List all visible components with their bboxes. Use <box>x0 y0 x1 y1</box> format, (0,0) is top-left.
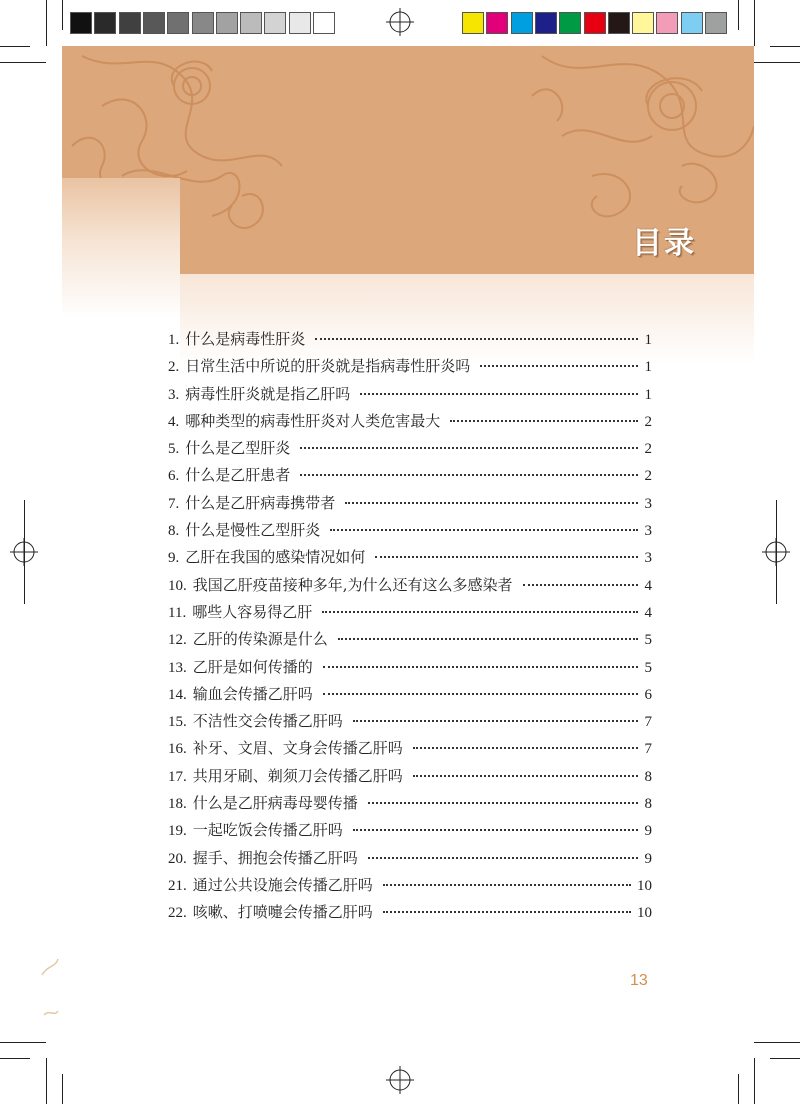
toc-entry-number: 16. <box>168 741 187 758</box>
toc-entry[interactable] <box>168 710 652 737</box>
color-swatch <box>313 12 335 34</box>
crop-mark <box>776 500 777 604</box>
toc-entry-number: 9. <box>168 550 180 567</box>
toc-entry-page: 9 <box>644 823 652 840</box>
toc-entry-title: 握手、拥抱会传播乙肝吗 <box>192 848 358 867</box>
toc-entry-page: 3 <box>644 495 652 512</box>
color-swatch <box>143 12 165 34</box>
toc-entry-page: 1 <box>644 386 652 403</box>
toc-entry[interactable] <box>168 383 652 410</box>
toc-entry-page: 2 <box>644 441 652 458</box>
crop-mark <box>46 1058 47 1104</box>
toc-entry[interactable] <box>168 492 652 519</box>
grayscale-color-bar <box>70 0 340 40</box>
toc-entry-number: 17. <box>168 768 187 785</box>
toc-entry[interactable] <box>168 546 652 573</box>
toc-leader-dots <box>338 637 638 640</box>
crop-mark <box>62 1074 63 1104</box>
color-swatch <box>167 12 189 34</box>
toc-leader-dots <box>383 883 631 886</box>
toc-leader-dots <box>330 528 638 531</box>
toc-entry-number: 18. <box>168 796 187 813</box>
toc-entry-number: 15. <box>168 714 187 731</box>
toc-entry-title: 补牙、文眉、文身会传播乙肝吗 <box>192 739 403 758</box>
crop-mark <box>0 62 46 63</box>
crop-mark <box>62 0 63 30</box>
toc-entry[interactable] <box>168 683 652 710</box>
crop-mark <box>0 1058 30 1059</box>
toc-entry-title: 乙肝在我国的感染情况如何 <box>185 548 366 567</box>
crop-mark <box>738 1074 739 1104</box>
toc-entry-page: 10 <box>637 877 652 894</box>
color-swatch <box>705 12 727 34</box>
color-swatch <box>535 12 557 34</box>
toc-entry-number: 1. <box>168 332 180 348</box>
crop-mark <box>0 1042 46 1043</box>
crop-mark <box>46 0 47 46</box>
color-swatch <box>192 12 214 34</box>
toc-entry[interactable] <box>168 628 652 655</box>
toc-entry-number: 4. <box>168 413 180 430</box>
crop-mark <box>738 0 739 30</box>
toc-entry-title: 日常生活中所说的肝炎就是指病毒性肝炎吗 <box>185 357 471 376</box>
toc-entry-page: 10 <box>637 905 652 922</box>
toc-entry-number: 6. <box>168 468 180 485</box>
toc-entry-title: 一起吃饭会传播乙肝吗 <box>192 821 343 840</box>
toc-leader-dots <box>360 392 638 395</box>
toc-entry-title: 什么是乙肝病毒携带者 <box>185 493 336 512</box>
page-title: 目录 <box>632 226 696 261</box>
color-swatch <box>289 12 311 34</box>
toc-entry-page: 1 <box>644 359 652 376</box>
process-color-bar <box>462 0 732 40</box>
toc-entry-page: 8 <box>644 796 652 813</box>
toc-entry[interactable] <box>168 874 652 901</box>
toc-entry-page: 7 <box>644 741 652 758</box>
toc-entry-title: 不洁性交会传播乙肝吗 <box>192 712 343 731</box>
toc-entry[interactable] <box>168 792 652 819</box>
color-swatch <box>511 12 533 34</box>
toc-entry-page: 7 <box>644 714 652 731</box>
toc-entry[interactable] <box>168 519 652 546</box>
toc-entry[interactable] <box>168 574 652 601</box>
crop-mark <box>770 46 800 47</box>
leaf-ornament-icon <box>38 955 62 1025</box>
color-swatch <box>462 12 484 34</box>
toc-entry[interactable] <box>168 355 652 382</box>
toc-entry-title: 什么是慢性乙型肝炎 <box>185 521 321 540</box>
crop-mark <box>24 500 25 604</box>
toc-entry-page: 4 <box>644 577 652 594</box>
toc-leader-dots <box>413 774 638 777</box>
toc-entry-page: 5 <box>644 659 652 676</box>
toc-leader-dots <box>315 337 638 340</box>
toc-entry[interactable] <box>168 737 652 764</box>
toc-entry[interactable] <box>168 328 652 355</box>
toc-leader-dots <box>450 419 638 422</box>
toc-leader-dots <box>300 473 638 476</box>
toc-entry-number: 5. <box>168 441 180 458</box>
color-swatch <box>559 12 581 34</box>
toc-entry[interactable] <box>168 847 652 874</box>
color-swatch <box>264 12 286 34</box>
toc-entry-number: 8. <box>168 523 180 540</box>
toc-leader-dots <box>345 501 638 504</box>
toc-entry[interactable] <box>168 819 652 846</box>
toc-entry-number: 14. <box>168 686 187 703</box>
toc-entry-title: 病毒性肝炎就是指乙肝吗 <box>185 384 351 403</box>
toc-entry-page: 2 <box>644 413 652 430</box>
toc-entry-page: 5 <box>644 632 652 649</box>
toc-entry-title: 什么是病毒性肝炎 <box>185 330 306 348</box>
toc-entry-title: 我国乙肝疫苗接种多年,为什么还有这么多感染者 <box>192 575 513 594</box>
toc-entry-number: 12. <box>168 632 187 649</box>
toc-leader-dots <box>480 364 638 367</box>
page-number: 13 <box>630 972 648 989</box>
color-swatch <box>632 12 654 34</box>
toc-entry-title: 共用牙刷、剃须刀会传播乙肝吗 <box>192 766 403 785</box>
toc-entry-title: 哪些人容易得乙肝 <box>192 602 313 621</box>
registration-mark-icon <box>386 1066 414 1094</box>
toc-entry-page: 1 <box>644 332 652 348</box>
toc-entry-title: 乙肝的传染源是什么 <box>192 630 328 649</box>
toc-entry[interactable] <box>168 437 652 464</box>
toc-leader-dots <box>323 692 638 695</box>
toc-entry-number: 22. <box>168 905 187 922</box>
toc-entry-title: 什么是乙型肝炎 <box>185 439 291 458</box>
color-swatch <box>486 12 508 34</box>
toc-entry[interactable] <box>168 464 652 491</box>
color-swatch <box>656 12 678 34</box>
toc-entry-page: 4 <box>644 604 652 621</box>
toc-entry-title: 什么是乙肝患者 <box>185 466 291 485</box>
toc-entry-title: 什么是乙肝病毒母婴传播 <box>192 794 358 813</box>
crop-mark <box>754 62 800 63</box>
toc-entry-title: 哪种类型的病毒性肝炎对人类危害最大 <box>185 411 441 430</box>
toc-entry[interactable] <box>168 901 652 928</box>
toc-leader-dots <box>300 446 638 449</box>
toc-entry-page: 3 <box>644 523 652 540</box>
toc-entry-page: 6 <box>644 686 652 703</box>
toc-entry-number: 20. <box>168 850 187 867</box>
crop-mark <box>754 0 755 46</box>
toc-entry-number: 2. <box>168 359 180 376</box>
table-of-contents <box>168 328 652 929</box>
registration-mark-icon <box>386 8 414 36</box>
toc-leader-dots <box>413 746 638 749</box>
toc-entry-number: 19. <box>168 823 187 840</box>
toc-leader-dots <box>383 910 631 913</box>
color-swatch <box>608 12 630 34</box>
toc-entry-number: 7. <box>168 495 180 512</box>
crop-mark <box>770 1058 800 1059</box>
color-swatch <box>240 12 262 34</box>
toc-entry-number: 11. <box>168 604 187 621</box>
toc-entry-page: 2 <box>644 468 652 485</box>
toc-entry-number: 21. <box>168 877 187 894</box>
toc-entry-title: 输血会传播乙肝吗 <box>192 684 313 703</box>
toc-entry-title: 咳嗽、打喷嚏会传播乙肝吗 <box>192 903 373 922</box>
toc-entry[interactable] <box>168 410 652 437</box>
toc-entry-number: 3. <box>168 386 180 403</box>
toc-entry[interactable] <box>168 601 652 628</box>
toc-entry[interactable] <box>168 656 652 683</box>
toc-leader-dots <box>353 828 638 831</box>
crop-mark <box>754 1042 800 1043</box>
color-swatch <box>681 12 703 34</box>
toc-entry[interactable] <box>168 765 652 792</box>
toc-leader-dots <box>375 555 638 558</box>
banner-fade-panel <box>62 178 180 318</box>
color-swatch <box>216 12 238 34</box>
color-swatch <box>70 12 92 34</box>
color-swatch <box>119 12 141 34</box>
toc-entry-number: 10. <box>168 577 187 594</box>
toc-leader-dots <box>323 665 638 668</box>
toc-leader-dots <box>368 801 638 804</box>
toc-entry-page: 8 <box>644 768 652 785</box>
toc-entry-page: 9 <box>644 850 652 867</box>
crop-mark <box>754 1058 755 1104</box>
toc-leader-dots <box>523 583 638 586</box>
toc-entry-number: 13. <box>168 659 187 676</box>
color-swatch <box>584 12 606 34</box>
toc-entry-title: 通过公共设施会传播乙肝吗 <box>192 875 373 894</box>
toc-leader-dots <box>368 856 638 859</box>
toc-entry-title: 乙肝是如何传播的 <box>192 657 313 676</box>
crop-mark <box>0 46 30 47</box>
toc-entry-page: 3 <box>644 550 652 567</box>
color-swatch <box>94 12 116 34</box>
toc-leader-dots <box>353 719 638 722</box>
toc-leader-dots <box>322 610 638 613</box>
